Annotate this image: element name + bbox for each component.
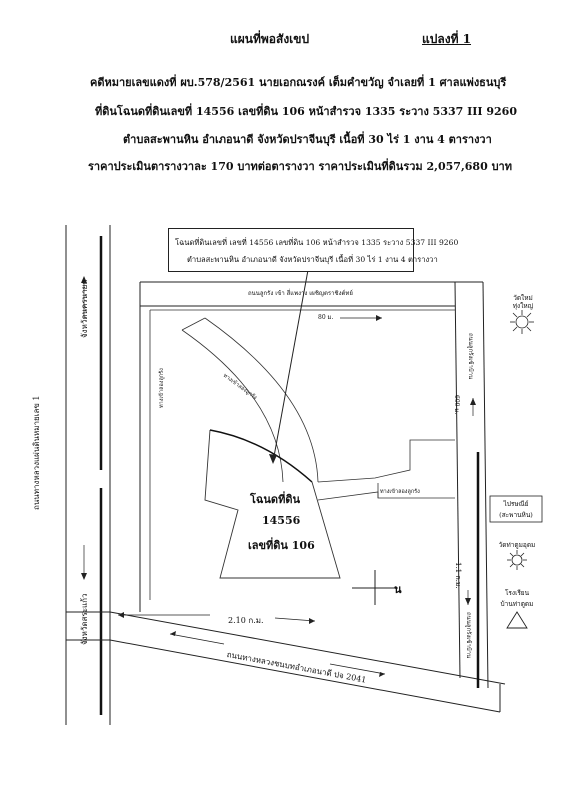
land-boundary: [150, 310, 455, 600]
plot-label: แปลงที่ 1: [422, 32, 472, 46]
case-line-4: ราคาประเมินตารางวาละ 170 บาทต่อตารางวา ราคาประเมินที่ดินรวม 2,057,680 บาท: [88, 160, 512, 173]
leader-arrow: [269, 270, 308, 464]
distance-bottom: 2.10 ก.ม.: [228, 616, 264, 625]
school-sublabel: บ้านท่าตูดม: [500, 600, 534, 608]
school-symbol: [507, 612, 527, 628]
legend-line-2: ตำบลสะพานหิน อำเภอนาดี จังหวัดปราจีนบุรี เนื้อที่ 30 ไร่ 1 งาน 4 ตารางวา: [187, 255, 438, 264]
temple-top-label: วัดใหม่ทุ่งใหญ่: [512, 294, 534, 310]
province-left-top: จังหวัดนครนายก: [80, 279, 89, 338]
highway-left-label: ถนนทางหลวงแผ่นดินหมายเลข 1: [32, 395, 41, 510]
inner-road-label: ทางเข้าลองลูกรัง: [380, 489, 420, 495]
parcel-title: โฉนดที่ดิน: [250, 493, 300, 506]
distance-right-bottom: 1.1 ก.ม.: [454, 562, 462, 589]
map-title: แผนที่พอสังเขป: [230, 32, 310, 46]
distance-top: 80 ม.: [318, 314, 334, 321]
right-road-label-bottom: ถนนลูกรังเข้าบ้าน: [465, 612, 472, 659]
curved-road-label: ทางเข้าลองลูกรัง: [221, 372, 258, 402]
legend-box: [168, 228, 459, 272]
post-office-label: ไปรษณีย์: [503, 500, 529, 508]
case-line-1: คดีหมายเลขแดงที่ ผบ.578/2561 นายเอกณรงค์ เต็มคำขวัญ จำเลยที่ 1 ศาลแพ่งธนบุรี: [90, 76, 507, 89]
left-inner-road-label: ทางเข้าลองลูกรัง: [159, 368, 165, 408]
north-label: น: [394, 583, 402, 596]
case-line-2: ที่ดินโฉนดที่ดินเลขที่ 14556 เลขที่ดิน 106 หน้าสำรวจ 1335 ระวาง 5337 III 9260: [95, 105, 517, 118]
parcel-number: 14556: [262, 514, 301, 527]
north-arrow: [352, 570, 398, 605]
highway-bottom-label: ถนนทางหลวงชนบทอำเภอนาดี ปจ 2041: [225, 649, 368, 685]
post-office-sublabel: (สะพานหิน): [499, 511, 533, 519]
distance-right-top: 600 ม.: [453, 395, 460, 415]
right-road-label-top: ถนนลูกรังเข้าบ้าน: [467, 333, 474, 380]
parcel-land-no: เลขที่ดิน 106: [248, 539, 315, 552]
province-left-bottom: จังหวัดสระแก้ว: [80, 593, 89, 645]
top-road: [140, 282, 483, 612]
case-line-3: ตำบลสะพานหิน อำเภอนาดี จังหวัดปราจีนบุรี เนื้อที่ 30 ไร่ 1 งาน 4 ตารางวา: [123, 133, 492, 146]
school-label: โรงเรียน: [504, 589, 530, 597]
legend-line-1: โฉนดที่ดินเลขที่ เลขที่ 14556 เลขที่ดิน 106 หน้าสำรวจ 1335 ระวาง 5337 III 9260: [175, 238, 459, 247]
top-road-label: ถนนลูกรัง เข้า สี่แพงาง เผชิญตราชิงต์ทย์: [248, 290, 353, 297]
temple-symbol-top: [510, 310, 534, 334]
temple-mid-label: วัดท่าตูมอุดม: [498, 541, 536, 549]
temple-symbol-mid: [507, 550, 527, 570]
